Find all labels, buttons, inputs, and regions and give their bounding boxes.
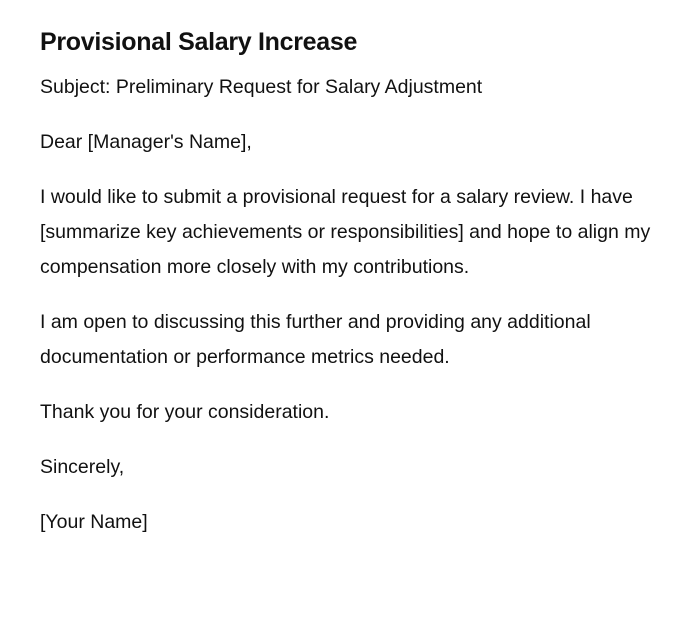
salutation: Dear [Manager's Name], [40, 131, 252, 153]
body-paragraph-request: I would like to submit a provisional request for a salary review. I have [summarize key achievements or responsibilities] and hope to align my compensation more closely with my contributions. [40, 186, 651, 278]
subject-line: Subject: Preliminary Request for Salary Adjustment [40, 76, 483, 98]
closing: Sincerely, [40, 456, 125, 478]
thanks-line: Thank you for your consideration. [40, 401, 330, 423]
body-paragraph-followup: I am open to discussing this further and providing any additional documentation or performance metrics needed. [40, 311, 591, 368]
document-title: Provisional Salary Increase [40, 28, 358, 56]
signature-name: [Your Name] [40, 511, 148, 533]
